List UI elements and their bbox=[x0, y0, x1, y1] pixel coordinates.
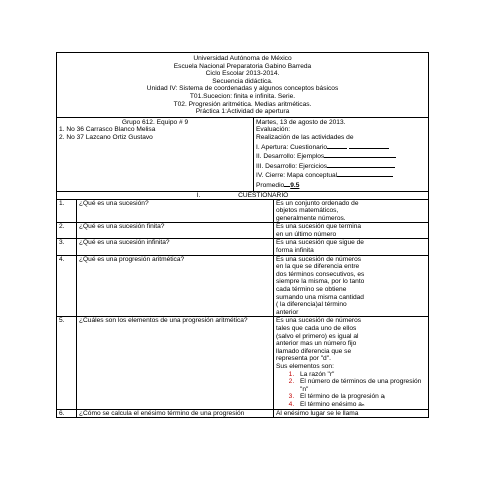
group-cell bbox=[57, 117, 254, 191]
question-text: ¿Qué es una sucesión finita? bbox=[77, 223, 274, 239]
question-text: ¿Qué es una sucesión infinita? bbox=[77, 239, 274, 255]
sequence-title: Secuencia didáctica. bbox=[212, 77, 273, 85]
question-row bbox=[57, 317, 429, 409]
answer-cell: Es una sucesión de números tales que cada uno de ellos (salvo el primero) es igual al anterior mas un número fijo llamado diferencia que se representa por "d". Sus elementos son: 1. La razón "r" 2. El número de términos de una progresión "n" 3. El término de la progresión aᵢ 4. El término enésimo aₙ bbox=[274, 317, 429, 409]
question-number: 3. bbox=[57, 239, 77, 255]
header-cell bbox=[57, 53, 429, 118]
topic-two: T02. Progresión aritmética. Medias aritméticas. bbox=[173, 100, 312, 108]
answer-cell: Es una sucesión que termina en un último número bbox=[274, 223, 429, 239]
question-number: 6. bbox=[57, 409, 77, 418]
question-row bbox=[57, 255, 429, 317]
question-row bbox=[57, 223, 429, 239]
answer-cell: Es un conjunto ordenado de objetos matemáticos, generalmente números. bbox=[274, 199, 429, 223]
question-row bbox=[57, 409, 429, 418]
question-text: ¿Cuáles son los elementos de una progresión aritmética? bbox=[77, 317, 274, 409]
header-row bbox=[57, 53, 429, 118]
question-text: ¿Qué es una progresión aritmética? bbox=[77, 255, 274, 317]
university-name: Universidad Autónoma de México bbox=[193, 55, 292, 62]
topic-one: T01.Sucecion: finita e infinita. Serie. bbox=[189, 92, 296, 100]
list-item: 1. La razón "r" bbox=[296, 371, 426, 379]
section-numeral: I. bbox=[196, 191, 201, 199]
unit-title: Unidad IV: Sistema de coordenadas y algunos conceptos básicos bbox=[146, 85, 339, 93]
group-member: 2. No 37 Lazcano Ortiz Gustavo bbox=[59, 133, 153, 141]
school-name: Escuela Nacional Preparatoria Gabino Barreda bbox=[173, 62, 312, 70]
question-row bbox=[57, 239, 429, 255]
evaluation-average: Promedio 9.5 bbox=[256, 181, 300, 189]
worksheet-table bbox=[56, 52, 429, 418]
average-value: 9.5 bbox=[290, 181, 300, 189]
section-heading bbox=[57, 191, 429, 199]
group-title: Grupo 612. Equipo # 9 bbox=[121, 118, 189, 126]
school-year: Ciclo Escolar 2013-2014. bbox=[205, 70, 280, 78]
question-text: ¿Cómo se calcula el enésimo término de una progresión bbox=[77, 409, 274, 418]
question-text: ¿Qué es una sucesión? bbox=[77, 199, 274, 223]
group-row bbox=[57, 117, 429, 191]
question-number: 4. bbox=[57, 255, 77, 317]
question-number: 5. bbox=[57, 317, 77, 409]
evaluation-item: III. Desarrollo: Ejercicios bbox=[256, 161, 426, 171]
section-row bbox=[57, 191, 429, 199]
evaluation-item: I. Apertura: Cuestionario bbox=[256, 142, 426, 152]
question-number: 2. bbox=[57, 223, 77, 239]
answer-cell: Es una sucesión de números en la que se diferencia entre dos términos consecutivos, es siempre la misma, por lo tanto cada término se obtiene sumando una misma cantidad ( la diferencia)al término anterior bbox=[274, 255, 429, 317]
evaluation-cell bbox=[254, 117, 429, 191]
evaluation-intro: Realización de las actividades de bbox=[256, 133, 354, 141]
evaluation-label: Evaluación: bbox=[256, 126, 291, 134]
question-row bbox=[57, 199, 429, 223]
list-item: 4. El término enésimo aₙ bbox=[296, 401, 426, 409]
answer-cell: Al enésimo lugar se le llama bbox=[274, 409, 429, 418]
list-item: 2. El número de términos de una progresión "n" bbox=[296, 378, 426, 393]
document-page bbox=[56, 52, 428, 495]
evaluation-item: IV. Cierre: Mapa conceptual bbox=[256, 170, 426, 180]
answer-cell: Es una sucesión que sigue de forma infinita bbox=[274, 239, 429, 255]
practice-title: Práctica 1:Actividad de apertura bbox=[195, 108, 290, 116]
evaluation-date: Martes, 13 de agosto de 2013. bbox=[256, 118, 346, 126]
question-number: 1. bbox=[57, 199, 77, 223]
section-title: CUESTIONARIO bbox=[238, 191, 289, 199]
group-member: 1. No 36 Carrasco Blanco Melisa bbox=[59, 126, 156, 134]
list-item: 3. El término de la progresión aᵢ bbox=[296, 393, 426, 401]
elements-list bbox=[276, 371, 426, 409]
evaluation-item: II. Desarrollo: Ejemplos bbox=[256, 151, 426, 161]
